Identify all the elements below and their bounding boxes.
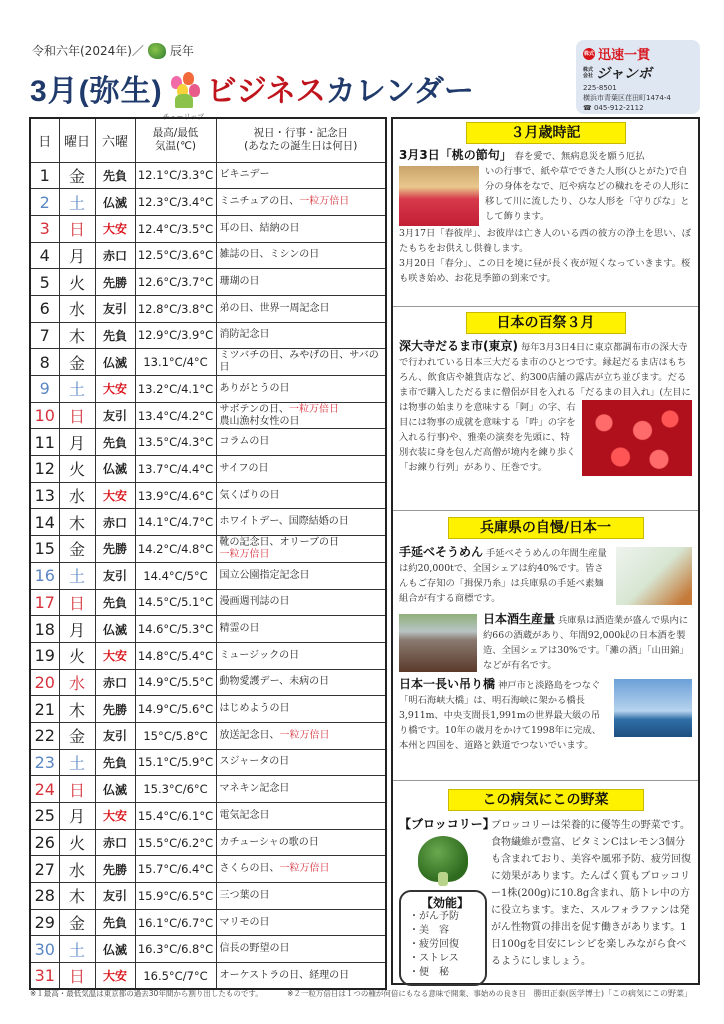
rokuyo-cell: 仏滅: [95, 936, 135, 963]
table-row: [30, 402, 386, 429]
ichiryu-manbai-label: 一粒万倍日: [219, 548, 270, 560]
temperature-cell: 16.3°C/6.8°C: [135, 936, 216, 963]
table-row: [30, 642, 386, 669]
temperature-cell: 14.1°C/4.7°C: [135, 509, 216, 536]
weekday-cell: 金: [59, 909, 95, 936]
weekday-cell: 土: [59, 376, 95, 403]
company-address: 横浜市青葉区荏田町1474-4: [583, 94, 671, 102]
event-cell: 雑誌の日、ミシンの日: [216, 242, 386, 269]
weekday-cell: 日: [59, 589, 95, 616]
table-row: [30, 269, 386, 296]
table-row: [30, 749, 386, 776]
hyogo-item-sake: 日本酒生産量 兵庫県は酒造業が盛んで県内に約66の酒蔵があり、年間92,000㎘の日本酒を製造、全国シェアは30%です。「灘の酒」「山田錦」などが有名です。: [399, 612, 692, 673]
day-cell: 22: [30, 722, 59, 749]
table-row: [30, 429, 386, 456]
temperature-cell: 16.5°C/7°C: [135, 963, 216, 990]
event-cell: ビキニデー: [216, 162, 386, 189]
day-cell: 11: [30, 429, 59, 456]
table-row: [30, 509, 386, 536]
weekday-cell: 水: [59, 856, 95, 883]
broccoli-panel: [399, 817, 495, 986]
header-rokuyo: 六曜: [95, 118, 135, 162]
table-row: [30, 963, 386, 990]
table-row: [30, 162, 386, 189]
temperature-cell: 12.9°C/3.9°C: [135, 322, 216, 349]
zodiac-text: 辰年: [169, 44, 194, 58]
table-row: [30, 776, 386, 803]
day-cell: 5: [30, 269, 59, 296]
rokuyo-cell: 大安: [95, 215, 135, 242]
table-row: [30, 376, 386, 403]
page-title: [30, 66, 474, 121]
hina-doll-image: [399, 166, 479, 226]
temperature-cell: 15.5°C/6.2°C: [135, 829, 216, 856]
temperature-cell: 12.8°C/3.8°C: [135, 295, 216, 322]
temperature-cell: 13.2°C/4.1°C: [135, 376, 216, 403]
day-cell: 7: [30, 322, 59, 349]
rokuyo-cell: 赤口: [95, 509, 135, 536]
hyogo-item-bridge: 日本一長い吊り橋 神戸市と淡路島をつなぐ「明石海峡大橋」は、明石海峡に架かる橋長3,911m、中央支間長1,991mの世界最大級の吊り橋です。10年の歳月をかけて1998年に完成、本州と四国を、道路と鉄道でつないでいます。: [399, 677, 692, 753]
saijiki-title: ３月歳時記: [466, 122, 626, 144]
rokuyo-cell: 赤口: [95, 669, 135, 696]
rokuyo-cell: 仏滅: [95, 776, 135, 803]
rokuyo-cell: 赤口: [95, 242, 135, 269]
temperature-cell: 15°C/5.8°C: [135, 722, 216, 749]
rokuyo-cell: 友引: [95, 402, 135, 429]
company-slogan: 迅速一貫: [598, 48, 651, 63]
rokuyo-cell: 先勝: [95, 269, 135, 296]
temperature-cell: 16.1°C/6.7°C: [135, 909, 216, 936]
rokuyo-cell: 先負: [95, 322, 135, 349]
table-row: [30, 456, 386, 483]
day-cell: 16: [30, 562, 59, 589]
saijiki-text-2: 3月17日「春彼岸」、お彼岸は亡き人のいる西の彼方の浄土を思い、ぼたもちをお供えし供養します。: [399, 228, 692, 254]
day-cell: 6: [30, 295, 59, 322]
rokuyo-cell: 仏滅: [95, 189, 135, 216]
event-cell: ミニチュアの日、一粒万倍日: [216, 189, 386, 216]
company-badge-icon: 株式: [583, 48, 595, 60]
calendar-table: [29, 117, 387, 990]
broccoli-name: 【ブロッコリー】: [399, 817, 495, 831]
weekday-cell: 水: [59, 482, 95, 509]
table-row: [30, 562, 386, 589]
day-cell: 15: [30, 536, 59, 563]
footnote-1: ※１最高・最低気温は東京都の過去30年間から割り出したものです。: [30, 989, 263, 998]
rokuyo-cell: 赤口: [95, 829, 135, 856]
table-row: [30, 669, 386, 696]
day-cell: 3: [30, 215, 59, 242]
hyogo-section: [393, 511, 698, 781]
event-cell: 電気記念日: [216, 803, 386, 830]
weekday-cell: 水: [59, 295, 95, 322]
weekday-cell: 火: [59, 456, 95, 483]
event-cell: 信長の野望の日: [216, 936, 386, 963]
ichiryu-manbai-label: 一粒万倍日: [279, 729, 330, 741]
header-events: 祝日・行事・記念日 (あなたの誕生日は何日): [216, 118, 386, 162]
footnote-2: ※２一粒万倍日は１つの種が何倍にもなる意味で開業、事始めの良き日: [287, 989, 526, 998]
table-row: [30, 829, 386, 856]
day-cell: 1: [30, 162, 59, 189]
event-cell: 弟の日、世界一周記念日: [216, 295, 386, 322]
event-cell: マネキン記念日: [216, 776, 386, 803]
effects-box: 【効能】 ・がん予防 ・美 容 ・疲労回復 ・ストレス ・便 秘: [399, 890, 487, 986]
event-cell: 動物愛護デー、未病の日: [216, 669, 386, 696]
table-row: [30, 322, 386, 349]
vegetable-section: [393, 781, 698, 999]
footnotes: [30, 988, 548, 999]
month-title: 3月(弥生): [30, 75, 163, 108]
daruma-image: [582, 400, 692, 476]
event-cell: 三つ葉の日: [216, 883, 386, 910]
weekday-cell: 月: [59, 429, 95, 456]
temperature-cell: 14.9°C/5.5°C: [135, 669, 216, 696]
temperature-cell: 15.3°C/6°C: [135, 776, 216, 803]
hyogo-title: 兵庫県の自慢/日本一: [448, 517, 644, 539]
temperature-cell: 13.7°C/4.4°C: [135, 456, 216, 483]
rokuyo-cell: 大安: [95, 376, 135, 403]
rokuyo-cell: 先勝: [95, 856, 135, 883]
table-row: [30, 883, 386, 910]
header-temperature: 最高/最低 気温(℃): [135, 118, 216, 162]
weekday-cell: 火: [59, 829, 95, 856]
event-cell: ミュージックの日: [216, 642, 386, 669]
event-cell: 漫画週刊誌の日: [216, 589, 386, 616]
company-phone: ☎ 045-912-2112: [583, 104, 644, 112]
rokuyo-cell: 友引: [95, 295, 135, 322]
sake-brewery-image: [399, 614, 477, 672]
table-row: [30, 589, 386, 616]
day-cell: 9: [30, 376, 59, 403]
title-business: ビジネス: [206, 75, 326, 108]
weekday-cell: 火: [59, 642, 95, 669]
header-weekday: 曜日: [59, 118, 95, 162]
weekday-cell: 日: [59, 402, 95, 429]
weekday-cell: 土: [59, 189, 95, 216]
table-row: [30, 215, 386, 242]
weekday-cell: 日: [59, 776, 95, 803]
event-cell: コラムの日: [216, 429, 386, 456]
day-cell: 20: [30, 669, 59, 696]
table-row: [30, 242, 386, 269]
ichiryu-manbai-label: 一粒万倍日: [279, 863, 330, 875]
event-cell: カチューシャの歌の日: [216, 829, 386, 856]
table-row: [30, 722, 386, 749]
temperature-cell: 15.1°C/5.9°C: [135, 749, 216, 776]
saijiki-lead: 3月3日「桃の節句」: [399, 148, 512, 162]
day-cell: 10: [30, 402, 59, 429]
temperature-cell: 14.5°C/5.1°C: [135, 589, 216, 616]
event-cell: 珊瑚の日: [216, 269, 386, 296]
saijiki-section: ３月歳時記 3月3日「桃の節句」 春を愛で、無病息災を願う厄払 いの行事で、紙や草でできた人形(ひとがた)で自分の身体をなで、厄や病などの穢れをその人形に移して川に流したり、ひな人形を「守りびな」として飾ります。 3月17日「春彼岸」、お彼岸は亡き人のいる西の彼方の浄土を思い、ぼたもちをお供えし供養します。 3月20日「春分」、この日を境に昼が長く夜が短くなっていきます。桜も咲き始め、お花見季節の到来です。: [393, 119, 698, 307]
weekday-cell: 木: [59, 883, 95, 910]
weekday-cell: 月: [59, 242, 95, 269]
weekday-cell: 金: [59, 722, 95, 749]
event-cell: 消防記念日: [216, 322, 386, 349]
weekday-cell: 土: [59, 936, 95, 963]
event-cell: マリモの日: [216, 909, 386, 936]
day-cell: 17: [30, 589, 59, 616]
day-cell: 28: [30, 883, 59, 910]
effect-item: ・疲労回復: [409, 939, 459, 950]
saijiki-text-3: 3月20日「春分」、この日を境に昼が長く夜が短くなっていきます。桜も咲き始め、お花見季節の到来です。: [399, 258, 691, 284]
weekday-cell: 木: [59, 696, 95, 723]
weekday-cell: 金: [59, 349, 95, 376]
ichiryu-manbai-label: 一粒万倍日: [289, 403, 339, 415]
temperature-cell: 15.4°C/6.1°C: [135, 803, 216, 830]
day-cell: 8: [30, 349, 59, 376]
tulip-icon: [162, 72, 205, 121]
event-cell: ありがとうの日: [216, 376, 386, 403]
rokuyo-cell: 友引: [95, 562, 135, 589]
broccoli-image: [418, 836, 468, 882]
table-row: [30, 482, 386, 509]
table-row: [30, 696, 386, 723]
temperature-cell: 12.1°C/3.3°C: [135, 162, 216, 189]
weekday-cell: 土: [59, 749, 95, 776]
day-cell: 13: [30, 482, 59, 509]
day-cell: 2: [30, 189, 59, 216]
temperature-cell: 12.4°C/3.5°C: [135, 215, 216, 242]
event-cell: スジャータの日: [216, 749, 386, 776]
weekday-cell: 日: [59, 215, 95, 242]
dragon-icon: [148, 43, 166, 59]
day-cell: 14: [30, 509, 59, 536]
rokuyo-cell: 先負: [95, 162, 135, 189]
weekday-cell: 木: [59, 322, 95, 349]
title-calendar: カレンダー: [325, 75, 474, 108]
event-cell: 気くばりの日: [216, 482, 386, 509]
company-logo: [576, 40, 700, 114]
temperature-cell: 13.4°C/4.2°C: [135, 402, 216, 429]
rokuyo-cell: 先負: [95, 589, 135, 616]
tulip-label: チューリップ: [162, 113, 205, 121]
temperature-cell: 12.6°C/3.7°C: [135, 269, 216, 296]
rokuyo-cell: 先勝: [95, 696, 135, 723]
hyakusai-title: 日本の百祭３月: [466, 312, 626, 334]
effect-item: ・美 容: [409, 925, 449, 936]
effect-item: ・便 秘: [409, 967, 449, 978]
weekday-cell: 月: [59, 803, 95, 830]
era-text: 令和六年(2024年)／: [32, 44, 144, 58]
table-row: [30, 616, 386, 643]
event-cell: サイフの日: [216, 456, 386, 483]
weekday-cell: 月: [59, 616, 95, 643]
event-cell: 国立公園指定記念日: [216, 562, 386, 589]
temperature-cell: 15.9°C/6.5°C: [135, 883, 216, 910]
day-cell: 23: [30, 749, 59, 776]
temperature-cell: 14.2°C/4.8°C: [135, 536, 216, 563]
rokuyo-cell: 仏滅: [95, 456, 135, 483]
table-row: [30, 936, 386, 963]
hyakusai-section: [393, 307, 698, 511]
temperature-cell: 14.8°C/5.4°C: [135, 642, 216, 669]
weekday-cell: 火: [59, 269, 95, 296]
saijiki-text-1: いの行事で、紙や草でできた人形(ひとがた)で自分の身体をなで、厄や病などの穢れをその人形に移して川に流したり、ひな人形を「守りびな」として飾ります。: [485, 166, 690, 222]
day-cell: 21: [30, 696, 59, 723]
day-cell: 4: [30, 242, 59, 269]
vegetable-credit: 勝田正泰(医学博士)「この病気にこの野菜」: [533, 989, 692, 998]
rokuyo-cell: 大安: [95, 803, 135, 830]
day-cell: 26: [30, 829, 59, 856]
event-cell: 精霊の日: [216, 616, 386, 643]
table-row: [30, 295, 386, 322]
weekday-cell: 金: [59, 162, 95, 189]
rokuyo-cell: 先負: [95, 909, 135, 936]
event-cell: 放送記念日、一粒万倍日: [216, 722, 386, 749]
event-cell: ホワイトデー、国際結婚の日: [216, 509, 386, 536]
vegetable-text: ブロッコリーは栄養的に優等生の野菜です。食物繊維が豊富、ビタミンCはレモン3個分も含まれており、美容や風邪予防、疲労回復に効果があります。たんぱく質もブロッコリー1株(200g)に10.8g含まれ、筋トレ中の方に役立ちます。また、スルフォラファンは発がん性物質の排出を促す働きがあります。1日100gを目安にレシピを楽しみながら食べるようにしましょう。: [491, 820, 691, 967]
rokuyo-cell: 大安: [95, 482, 135, 509]
weekday-cell: 日: [59, 963, 95, 990]
hyakusai-lead: 深大寺だるま市(東京): [399, 339, 518, 353]
day-cell: 25: [30, 803, 59, 830]
vegetable-title: この病気にこの野菜: [448, 789, 644, 811]
rokuyo-cell: 大安: [95, 642, 135, 669]
event-cell: 耳の日、結納の日: [216, 215, 386, 242]
weekday-cell: 金: [59, 536, 95, 563]
event-cell: 靴の記念日、オリーブの日 一粒万倍日: [216, 536, 386, 563]
company-postal: 225-8501: [583, 84, 617, 92]
rokuyo-cell: 友引: [95, 883, 135, 910]
hyakusai-text: 毎年3月3日4日に東京都調布市の深大寺で行われている日本三大だるま市のひとつです。縁起だるま店はもちろん、飲食店や雑貨店など、約300店舗の露店が立ち並びます。だるま市で購入しただるまに僧侶が目を入れる「だるまの目入れ」(左目には物事の始まりを意味 する「阿」の字、右目には物事の成就を意味する「吽」の字を入れる行事)や、雅楽の演奏を先頭に、特別衣装に身を包んだ高僧が境内を練り歩く「お練り行列」があり、圧巻です。: [399, 342, 691, 473]
rokuyo-cell: 先負: [95, 749, 135, 776]
company-name: ジャンボ: [596, 66, 652, 82]
rokuyo-cell: 仏滅: [95, 349, 135, 376]
ichiryu-manbai-label: 一粒万倍日: [299, 196, 350, 208]
company-prefix: 株式会社: [583, 67, 594, 79]
event-cell: オーケストラの日、経理の日: [216, 963, 386, 990]
rokuyo-cell: 仏滅: [95, 616, 135, 643]
event-cell: サボテンの日、一粒万倍日 農山漁村女性の日: [216, 402, 386, 429]
table-row: [30, 189, 386, 216]
effect-item: ・がん予防: [409, 911, 459, 922]
temperature-cell: 14.4°C/5°C: [135, 562, 216, 589]
weekday-cell: 水: [59, 669, 95, 696]
day-cell: 18: [30, 616, 59, 643]
table-row: [30, 803, 386, 830]
table-row: [30, 536, 386, 563]
table-row: [30, 349, 386, 376]
weekday-cell: 木: [59, 509, 95, 536]
event-cell: ミツバチの日、みやげの日、サバの日: [216, 349, 386, 376]
day-cell: 19: [30, 642, 59, 669]
day-cell: 27: [30, 856, 59, 883]
effect-item: ・ストレス: [409, 953, 459, 964]
calendar-header-row: [30, 118, 386, 162]
weekday-cell: 土: [59, 562, 95, 589]
temperature-cell: 15.7°C/6.4°C: [135, 856, 216, 883]
table-row: [30, 856, 386, 883]
day-cell: 12: [30, 456, 59, 483]
temperature-cell: 13.1°C/4°C: [135, 349, 216, 376]
temperature-cell: 14.9°C/5.6°C: [135, 696, 216, 723]
temperature-cell: 13.9°C/4.6°C: [135, 482, 216, 509]
rokuyo-cell: 先勝: [95, 536, 135, 563]
event-cell: はじめようの日: [216, 696, 386, 723]
rokuyo-cell: 大安: [95, 963, 135, 990]
day-cell: 30: [30, 936, 59, 963]
temperature-cell: 14.6°C/5.3°C: [135, 616, 216, 643]
somen-image: [616, 547, 692, 605]
rokuyo-cell: 先負: [95, 429, 135, 456]
day-cell: 24: [30, 776, 59, 803]
temperature-cell: 13.5°C/4.3°C: [135, 429, 216, 456]
header-day: 日: [30, 118, 59, 162]
day-cell: 31: [30, 963, 59, 990]
day-cell: 29: [30, 909, 59, 936]
temperature-cell: 12.3°C/3.4°C: [135, 189, 216, 216]
rokuyo-cell: 友引: [95, 722, 135, 749]
hyogo-item-somen: 手延べそうめん 手延べそうめんの年間生産量は約20,000tで、全国シェアは約40%です。皆さんもご存知の「揖保乃糸」は兵庫県の手延べ素麺組合が有する商標です。: [399, 545, 692, 606]
temperature-cell: 12.5°C/3.6°C: [135, 242, 216, 269]
table-row: [30, 909, 386, 936]
bridge-image: [614, 679, 692, 737]
era-label: [32, 42, 194, 59]
event-cell: さくらの日、一粒万倍日: [216, 856, 386, 883]
